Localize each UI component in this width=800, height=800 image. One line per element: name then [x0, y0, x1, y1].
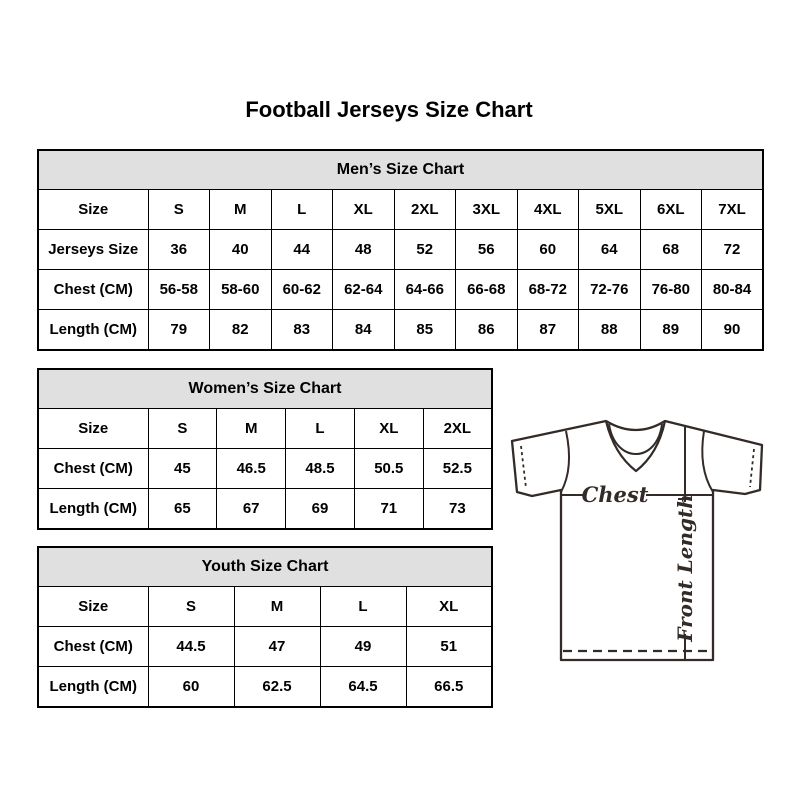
size-cell: 83	[271, 310, 333, 351]
front-length-label: Front Length	[673, 494, 697, 642]
size-cell: 68-72	[517, 270, 579, 310]
table-row	[38, 627, 492, 667]
size-cell: XL	[333, 190, 395, 230]
page-title: Football Jerseys Size Chart	[245, 97, 533, 122]
size-cell: 44	[271, 230, 333, 270]
size-cell: 45	[148, 449, 217, 489]
size-cell: 51	[406, 627, 492, 667]
table-header-row	[38, 150, 763, 190]
jersey-outline	[512, 421, 762, 660]
size-cell: L	[320, 587, 406, 627]
right-armhole-seam	[702, 431, 713, 492]
table-row	[38, 667, 492, 708]
size-cell: 44.5	[148, 627, 234, 667]
table-row	[38, 587, 492, 627]
size-cell: 72	[702, 230, 764, 270]
row-label: Length (CM)	[38, 310, 148, 351]
size-cell: 82	[210, 310, 272, 351]
womens-size-chart-table	[37, 368, 493, 530]
table-row	[38, 489, 492, 530]
size-cell: 5XL	[579, 190, 641, 230]
table-row	[38, 190, 763, 230]
size-cell: 86	[456, 310, 518, 351]
size-cell: 72-76	[579, 270, 641, 310]
size-cell: L	[271, 190, 333, 230]
size-cell: 67	[217, 489, 286, 530]
size-cell: M	[234, 587, 320, 627]
size-cell: 52	[394, 230, 456, 270]
youth-size-chart-table	[37, 546, 493, 708]
size-cell: 48	[333, 230, 395, 270]
size-cell: 88	[579, 310, 641, 351]
size-cell: 85	[394, 310, 456, 351]
size-cell: 60-62	[271, 270, 333, 310]
left-armhole-seam	[561, 431, 569, 492]
row-label: Size	[38, 587, 148, 627]
mens-table-title: Men’s Size Chart	[38, 150, 763, 190]
size-cell: S	[148, 190, 210, 230]
mens-size-chart-table	[37, 149, 764, 351]
size-cell: 73	[423, 489, 492, 530]
row-label: Chest (CM)	[38, 449, 148, 489]
right-cuff-dashed-line	[750, 449, 754, 487]
left-cuff-dashed-line	[521, 446, 526, 488]
jersey-diagram	[500, 398, 780, 673]
size-cell: 89	[640, 310, 702, 351]
size-cell: 56-58	[148, 270, 210, 310]
size-cell: 71	[354, 489, 423, 530]
collar-v-line	[606, 421, 665, 471]
table-row	[38, 270, 763, 310]
size-cell: XL	[406, 587, 492, 627]
row-label: Length (CM)	[38, 667, 148, 708]
size-cell: 48.5	[286, 449, 355, 489]
size-cell: 58-60	[210, 270, 272, 310]
size-cell: 49	[320, 627, 406, 667]
row-label: Jerseys Size	[38, 230, 148, 270]
row-label: Chest (CM)	[38, 270, 148, 310]
table-row	[38, 310, 763, 351]
size-cell: 64.5	[320, 667, 406, 708]
size-cell: 66-68	[456, 270, 518, 310]
size-cell: 2XL	[394, 190, 456, 230]
size-cell: 65	[148, 489, 217, 530]
size-cell: 64	[579, 230, 641, 270]
size-cell: XL	[354, 409, 423, 449]
size-cell: 6XL	[640, 190, 702, 230]
youth-table-title: Youth Size Chart	[38, 547, 492, 587]
row-label: Size	[38, 409, 148, 449]
size-cell: 64-66	[394, 270, 456, 310]
row-label: Chest (CM)	[38, 627, 148, 667]
size-cell: 87	[517, 310, 579, 351]
size-cell: 76-80	[640, 270, 702, 310]
size-cell: 7XL	[702, 190, 764, 230]
size-cell: 69	[286, 489, 355, 530]
size-cell: 60	[148, 667, 234, 708]
size-cell: 90	[702, 310, 764, 351]
size-cell: 50.5	[354, 449, 423, 489]
chest-label: Chest	[581, 482, 649, 507]
size-cell: 47	[234, 627, 320, 667]
size-cell: 79	[148, 310, 210, 351]
size-cell: 4XL	[517, 190, 579, 230]
size-cell: 46.5	[217, 449, 286, 489]
size-cell: 36	[148, 230, 210, 270]
size-cell: 66.5	[406, 667, 492, 708]
size-cell: 68	[640, 230, 702, 270]
size-cell: 80-84	[702, 270, 764, 310]
size-cell: 62.5	[234, 667, 320, 708]
size-cell: L	[286, 409, 355, 449]
size-cell: 3XL	[456, 190, 518, 230]
size-cell: S	[148, 409, 217, 449]
size-cell: 2XL	[423, 409, 492, 449]
womens-table-title: Women’s Size Chart	[38, 369, 492, 409]
size-cell: 40	[210, 230, 272, 270]
size-cell: 60	[517, 230, 579, 270]
row-label: Length (CM)	[38, 489, 148, 530]
size-cell: 52.5	[423, 449, 492, 489]
row-label: Size	[38, 190, 148, 230]
size-cell: 84	[333, 310, 395, 351]
table-row	[38, 230, 763, 270]
size-cell: 62-64	[333, 270, 395, 310]
table-header-row	[38, 547, 492, 587]
size-cell: S	[148, 587, 234, 627]
size-cell: M	[217, 409, 286, 449]
table-header-row	[38, 369, 492, 409]
size-cell: M	[210, 190, 272, 230]
table-row	[38, 449, 492, 489]
table-row	[38, 409, 492, 449]
size-cell: 56	[456, 230, 518, 270]
